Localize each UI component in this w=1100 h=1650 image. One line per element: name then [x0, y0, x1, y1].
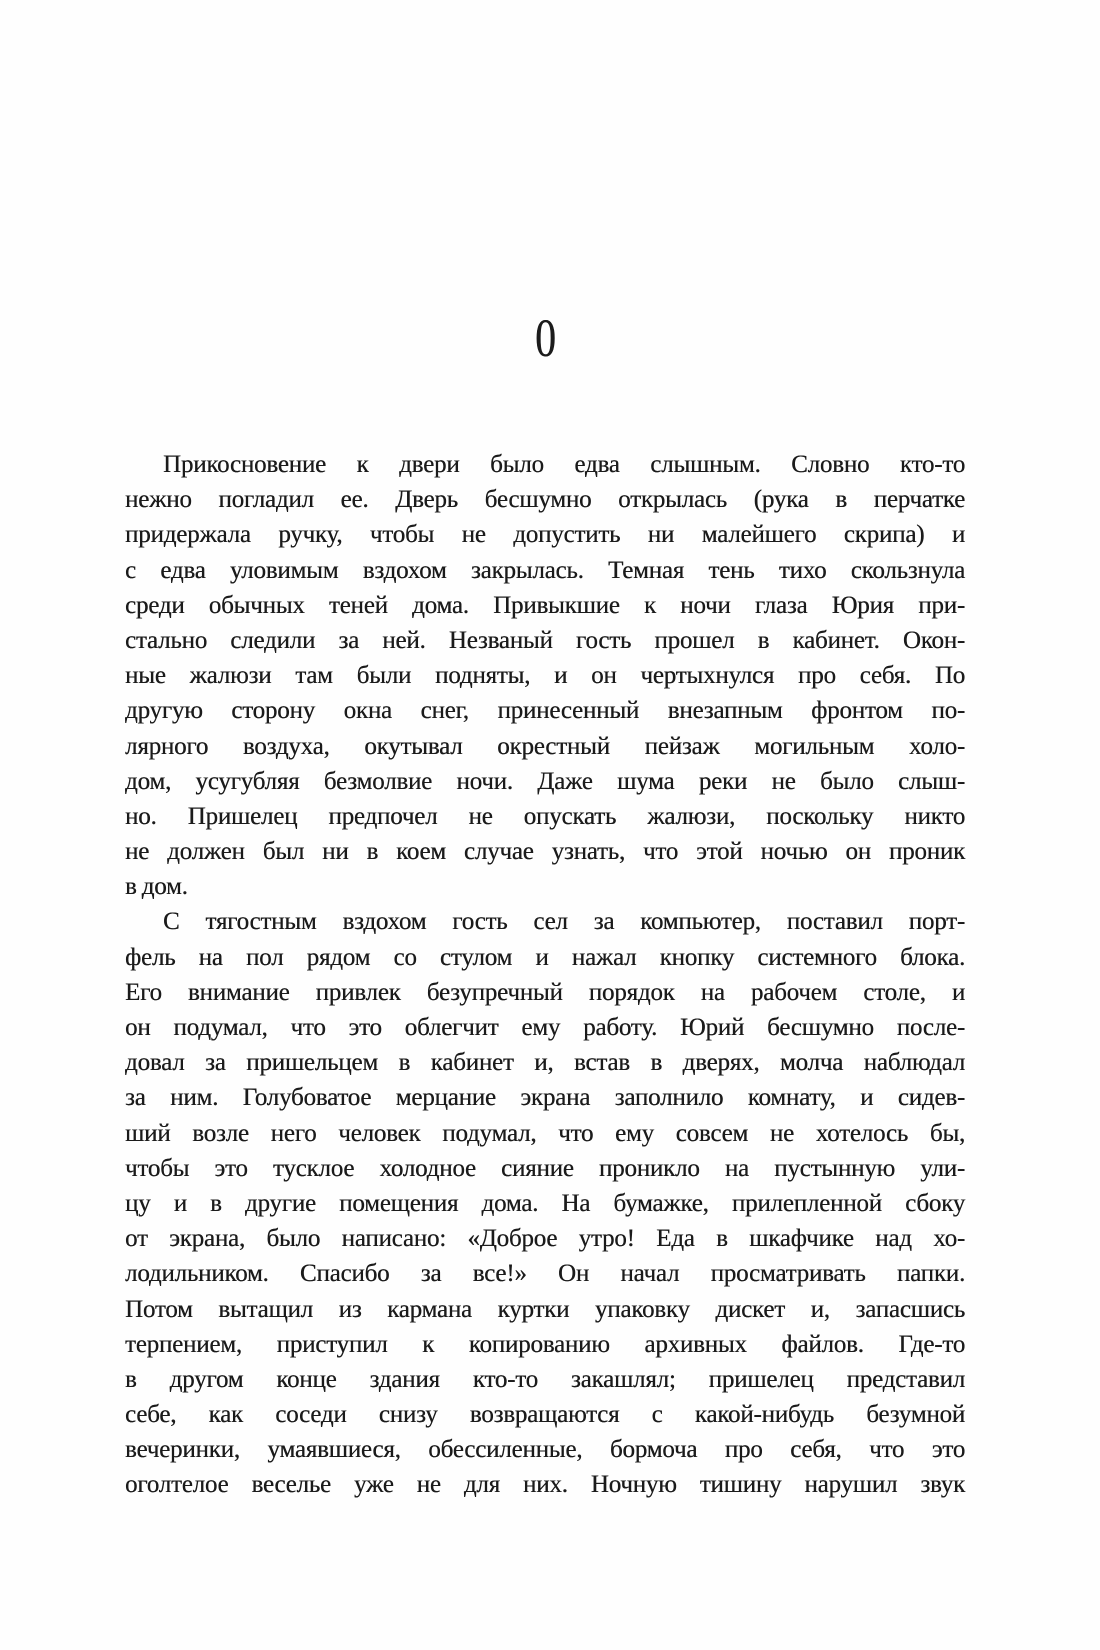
paragraph: [125, 447, 965, 904]
text-line: нежно погладил ее. Дверь бесшумно открылась (рука в перчатке: [125, 486, 965, 514]
chapter-heading: [125, 310, 965, 366]
text-line: вечеринки, умаявшиеся, обессиленные, бормоча про себя, что это: [125, 1436, 965, 1464]
text-line: оголтелое веселье уже не для них. Ночную тишину нарушил звук: [125, 1471, 965, 1499]
text-line: Потом вытащил из кармана куртки упаковку дискет и, запасшись: [125, 1295, 965, 1323]
text-line: чтобы это тусклое холодное сияние проникло на пустынную ули-: [125, 1154, 965, 1182]
text-line: дом, усугубляя безмолвие ночи. Даже шума реки не было слыш-: [125, 767, 965, 795]
text-line: другую сторону окна снег, принесенный внезапным фронтом по-: [125, 697, 965, 725]
text-line: от экрана, было написано: «Доброе утро! Еда в шкафчике над хо-: [125, 1225, 965, 1253]
text-line: ший возле него человек подумал, что ему совсем не хотелось бы,: [125, 1119, 965, 1147]
text-line: себе, как соседи снизу возвращаются с какой-нибудь безумной: [125, 1401, 965, 1429]
text-line: лярного воздуха, окутывал окрестный пейзаж могильным холо-: [125, 732, 965, 760]
text-line: ные жалюзи там были подняты, и он чертыхнулся про себя. По: [125, 662, 965, 690]
text-line: С тягостным вздохом гость сел за компьютер, поставил порт-: [163, 908, 965, 936]
text-line: лодильником. Спасибо за все!» Он начал просматривать папки.: [125, 1260, 965, 1288]
text-line: стально следили за ней. Незваный гость прошел в кабинет. Окон-: [125, 626, 965, 654]
text-line: терпением, приступил к копированию архивных файлов. Где-то: [125, 1330, 965, 1358]
text-line: он подумал, что это облегчит ему работу. Юрий бесшумно после-: [125, 1014, 965, 1041]
paragraph: [125, 904, 965, 1502]
text-line: но. Пришелец предпочел не опускать жалюзи, поскольку никто: [125, 802, 965, 830]
text-line: среди обычных теней дома. Привыкшие к ночи глаза Юрия при-: [125, 591, 965, 619]
text-line: довал за пришельцем в кабинет и, встав в дверях, молча наблюдал: [125, 1049, 965, 1077]
text-line: Прикосновение к двери было едва слышным. Словно кто-то: [163, 451, 965, 478]
text-column: [125, 447, 965, 1503]
text-line: не должен был ни в коем случае узнать, что этой ночью он проник: [125, 838, 965, 866]
chapter-number: 0: [534, 308, 556, 368]
text-line: с едва уловимым вздохом закрылась. Темная тень тихо скользнула: [125, 556, 965, 584]
text-line: Его внимание привлек безупречный порядок на рабочем столе, и: [125, 978, 965, 1006]
text-line: фель на пол рядом со стулом и нажал кнопку системного блока.: [125, 943, 965, 971]
text-line: в дом.: [125, 873, 188, 901]
text-line: цу и в другие помещения дома. На бумажке, прилепленной сбоку: [125, 1189, 965, 1217]
text-line: за ним. Голубоватое мерцание экрана заполнило комнату, и сидев-: [125, 1084, 965, 1112]
text-line: в другом конце здания кто-то закашлял; пришелец представил: [125, 1365, 965, 1393]
text-line: придержала ручку, чтобы не допустить ни малейшего скрипа) и: [125, 521, 965, 549]
